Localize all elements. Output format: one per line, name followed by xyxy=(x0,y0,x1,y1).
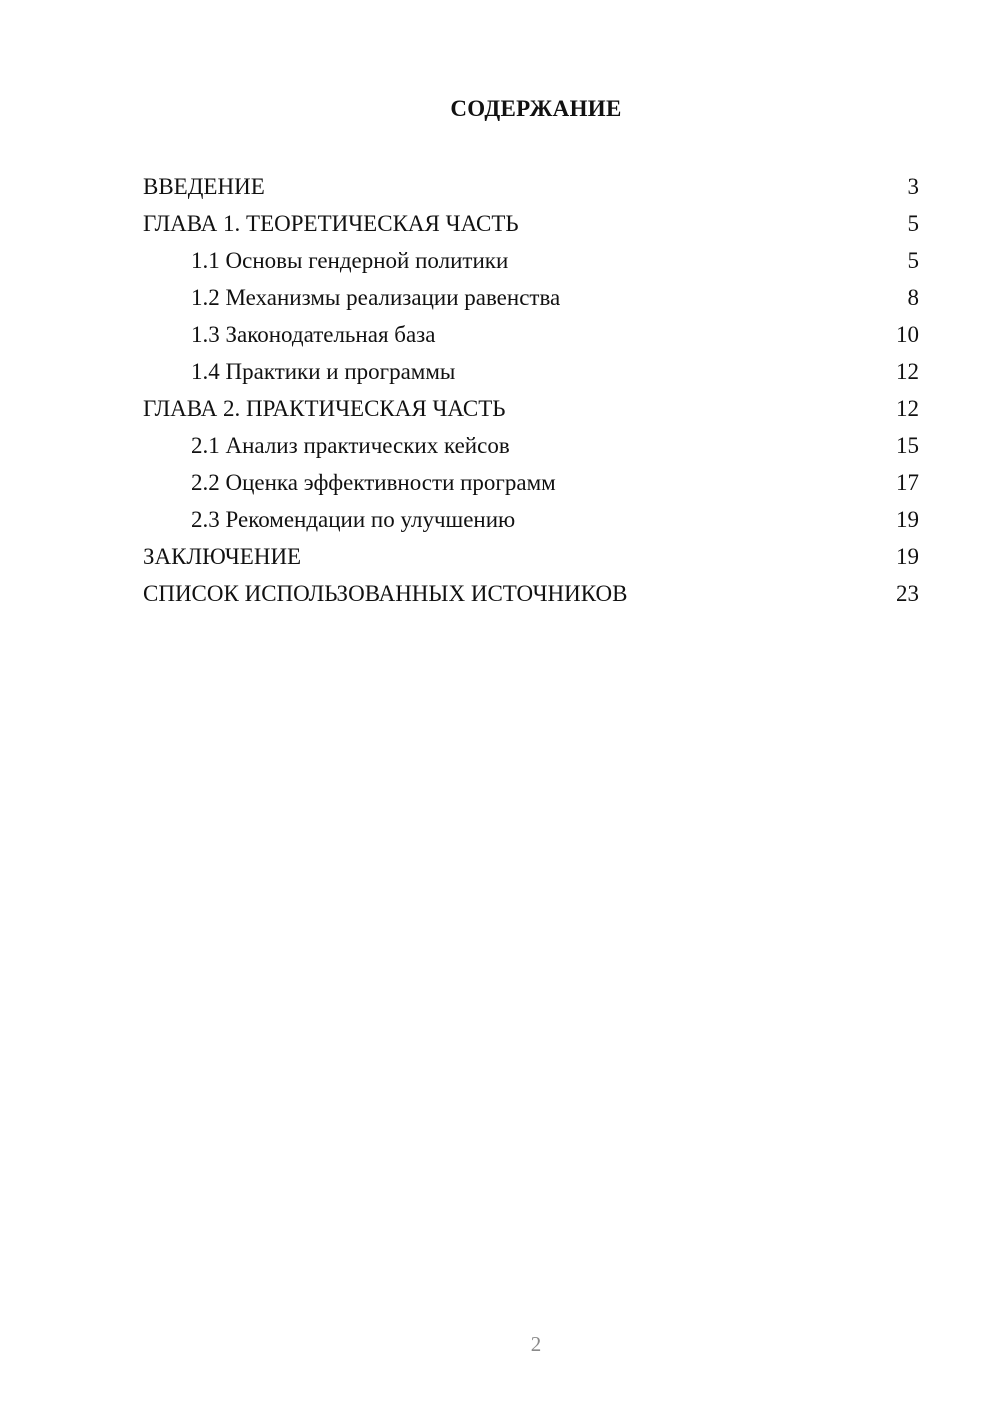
toc-entry-page: 12 xyxy=(896,359,919,384)
toc-entry-label: ГЛАВА 2. ПРАКТИЧЕСКАЯ ЧАСТЬ xyxy=(143,396,506,421)
toc-entry-label: 1.2 Механизмы реализации равенства xyxy=(191,285,561,310)
toc-entry-label: 1.4 Практики и программы xyxy=(191,359,456,384)
toc-entry-label: ЗАКЛЮЧЕНИЕ xyxy=(143,544,302,569)
page-number: 2 xyxy=(530,1332,542,1356)
toc-entry-references[interactable] xyxy=(143,575,919,612)
toc-entry-page: 12 xyxy=(896,396,919,421)
table-of-contents xyxy=(143,168,919,612)
toc-entry-page: 5 xyxy=(907,248,919,273)
toc-entry-1-2[interactable] xyxy=(143,279,919,316)
toc-entry-label: ВВЕДЕНИЕ xyxy=(143,174,265,199)
toc-entry-label: 2.1 Анализ практических кейсов xyxy=(191,433,510,458)
toc-entry-page: 19 xyxy=(896,544,919,569)
toc-entry-page: 15 xyxy=(896,433,919,458)
toc-entry-2-3[interactable] xyxy=(143,501,919,538)
toc-entry-1-3[interactable] xyxy=(143,316,919,353)
toc-entry-page: 23 xyxy=(896,581,919,606)
toc-entry-page: 17 xyxy=(896,470,919,495)
toc-entry-label: 1.1 Основы гендерной политики xyxy=(191,248,509,273)
toc-entry-1-1[interactable] xyxy=(143,242,919,279)
toc-entry-chapter-1[interactable] xyxy=(143,205,919,242)
toc-entry-chapter-2[interactable] xyxy=(143,390,919,427)
toc-entry-introduction[interactable] xyxy=(143,168,919,205)
toc-entry-label: ГЛАВА 1. ТЕОРЕТИЧЕСКАЯ ЧАСТЬ xyxy=(143,211,519,236)
toc-entry-2-1[interactable] xyxy=(143,427,919,464)
toc-entry-1-4[interactable] xyxy=(143,353,919,390)
toc-entry-label: 1.3 Законодательная база xyxy=(191,322,436,347)
toc-entry-label: 2.3 Рекомендации по улучшению xyxy=(191,507,516,532)
toc-entry-label: 2.2 Оценка эффективности программ xyxy=(191,470,556,495)
toc-entry-label: СПИСОК ИСПОЛЬЗОВАННЫХ ИСТОЧНИКОВ xyxy=(143,581,628,606)
toc-entry-page: 19 xyxy=(896,507,919,532)
toc-title: СОДЕРЖАНИЕ xyxy=(450,96,622,121)
toc-entry-page: 3 xyxy=(907,174,919,199)
toc-entry-page: 5 xyxy=(907,211,919,236)
toc-entry-page: 8 xyxy=(907,285,919,310)
toc-entry-conclusion[interactable] xyxy=(143,538,919,575)
toc-entry-page: 10 xyxy=(896,322,919,347)
toc-entry-2-2[interactable] xyxy=(143,464,919,501)
